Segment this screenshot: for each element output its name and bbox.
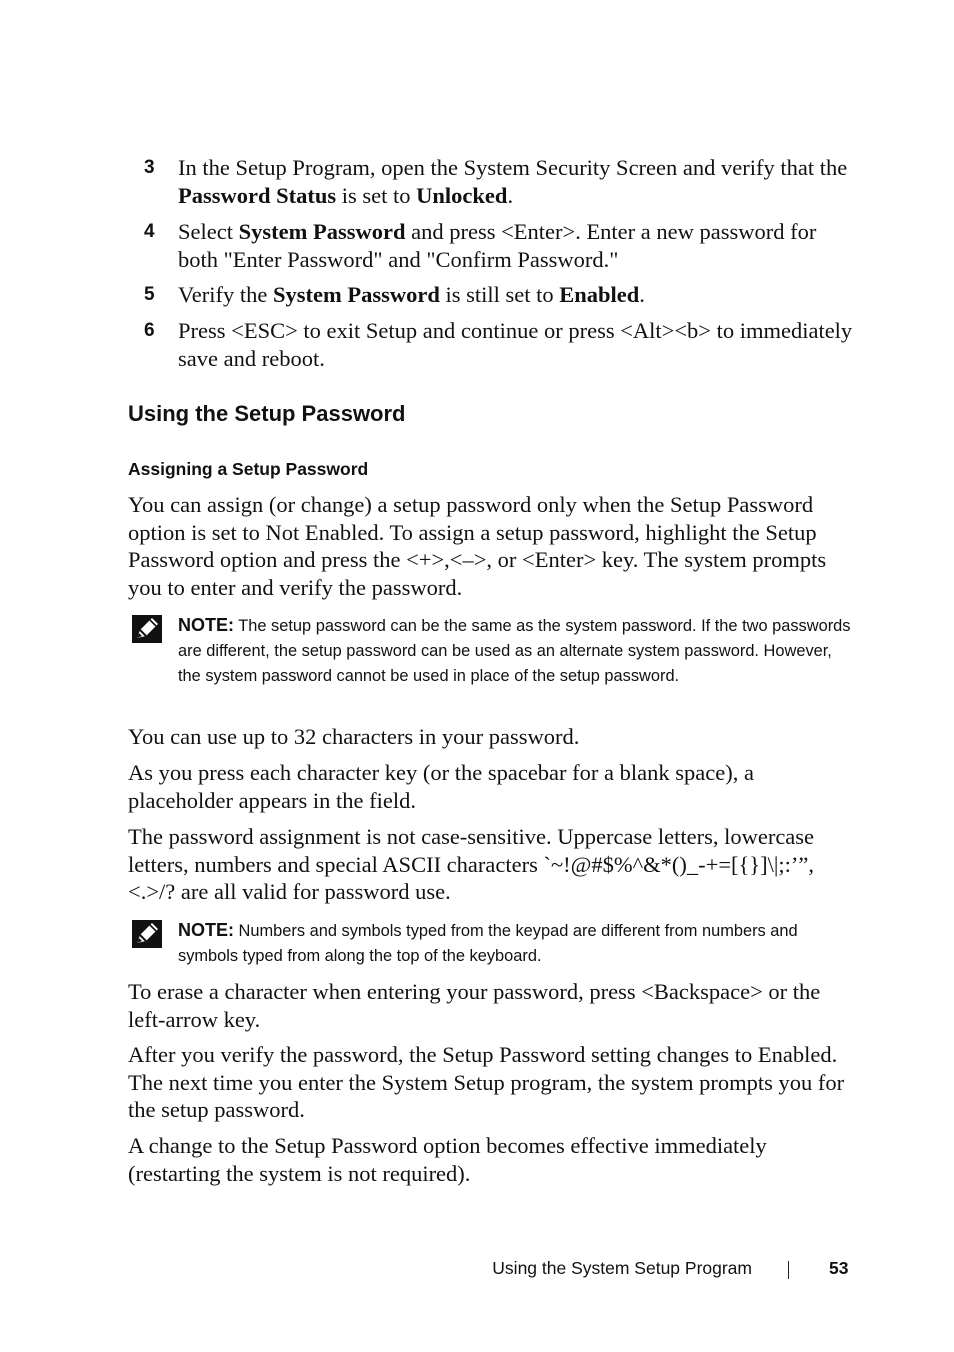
step-text-part: In the Setup Program, open the System Security Screen and verify that the — [178, 155, 848, 180]
step-6 — [128, 317, 858, 372]
step-text — [178, 281, 858, 309]
note-text: The setup password can be the same as the system password. If the two passwords are different, the setup password can be used as an alternate system password. However, the system password cannot be used in place of the setup password. — [178, 617, 851, 685]
step-text-part: is set to — [336, 182, 417, 208]
step-number: 3 — [144, 157, 155, 178]
paragraph-erase: To erase a character when entering your password, press <Backspace> or the left-arrow key. — [128, 979, 821, 1032]
step-text — [178, 218, 858, 273]
step-bold-term: System Password — [238, 219, 406, 244]
subsection-title: Assigning a Setup Password — [128, 459, 369, 479]
paragraph-assign: You can assign (or change) a setup password only when the Setup Password option is set to Not Enabled. To assign a setup password, highlight the Setup Password option and press the <+>,<–>, or <Enter> key. The system prompts you to enter and verify the password. — [128, 492, 827, 600]
step-bold-term: Unlocked — [416, 182, 508, 208]
step-number: 4 — [144, 221, 155, 242]
page-number: 53 — [829, 1258, 849, 1278]
step-5 — [128, 281, 858, 309]
page-footer — [0, 1253, 954, 1283]
note-body — [178, 613, 858, 689]
note-1 — [128, 613, 858, 689]
note-text: Numbers and symbols typed from the keypad are different from numbers and symbols typed from along the top of the keyboard. — [178, 922, 798, 965]
note-2 — [128, 918, 858, 969]
step-number: 6 — [144, 320, 155, 341]
step-bold-term: Password Status — [178, 182, 337, 208]
note-pencil-icon — [132, 920, 162, 948]
paragraph-effective: A change to the Setup Password option becomes effective immediately (restarting the system is not required). — [128, 1133, 767, 1186]
paragraph-placeholder: As you press each character key (or the spacebar for a blank space), a placeholder appears in the field. — [128, 760, 754, 813]
step-text: Press <ESC> to exit Setup and continue or press <Alt><b> to immediately save and reboot. — [178, 318, 853, 371]
step-text-part: is still set to — [439, 282, 560, 307]
step-text-part: Select — [178, 219, 239, 244]
step-text-part: and press <Enter>. Enter a new password for both "Enter Password" and "Confirm Password." — [178, 219, 817, 272]
note-pencil-icon — [132, 615, 162, 643]
paragraph-case: The password assignment is not case-sensitive. Uppercase letters, lowercase letters, numbers and special ASCII characters `~!@#$%^&*()_-+=[{}]\|;:’”,<.>/? are all valid for password use. — [128, 824, 815, 904]
footer-divider — [788, 1261, 789, 1279]
footer-chapter-title: Using the System Setup Program — [492, 1258, 752, 1278]
step-text — [178, 154, 858, 209]
step-text-part: Verify the — [178, 282, 273, 307]
paragraph-verify: After you verify the password, the Setup Password setting changes to Enabled. The next time you enter the System Setup program, the system prompts you for the setup password. — [128, 1042, 845, 1122]
step-3 — [128, 154, 858, 209]
step-number: 5 — [144, 284, 155, 305]
note-label: NOTE: — [178, 920, 234, 940]
note-label: NOTE: — [178, 615, 234, 635]
paragraph-length: You can use up to 32 characters in your password. — [128, 724, 580, 749]
step-text-part: . — [507, 182, 514, 208]
step-bold-term: Enabled — [559, 282, 640, 307]
section-title: Using the Setup Password — [128, 401, 406, 426]
step-4 — [128, 218, 858, 273]
step-bold-term: System Password — [272, 282, 440, 307]
note-body — [178, 918, 858, 969]
step-text-part: . — [639, 282, 645, 307]
